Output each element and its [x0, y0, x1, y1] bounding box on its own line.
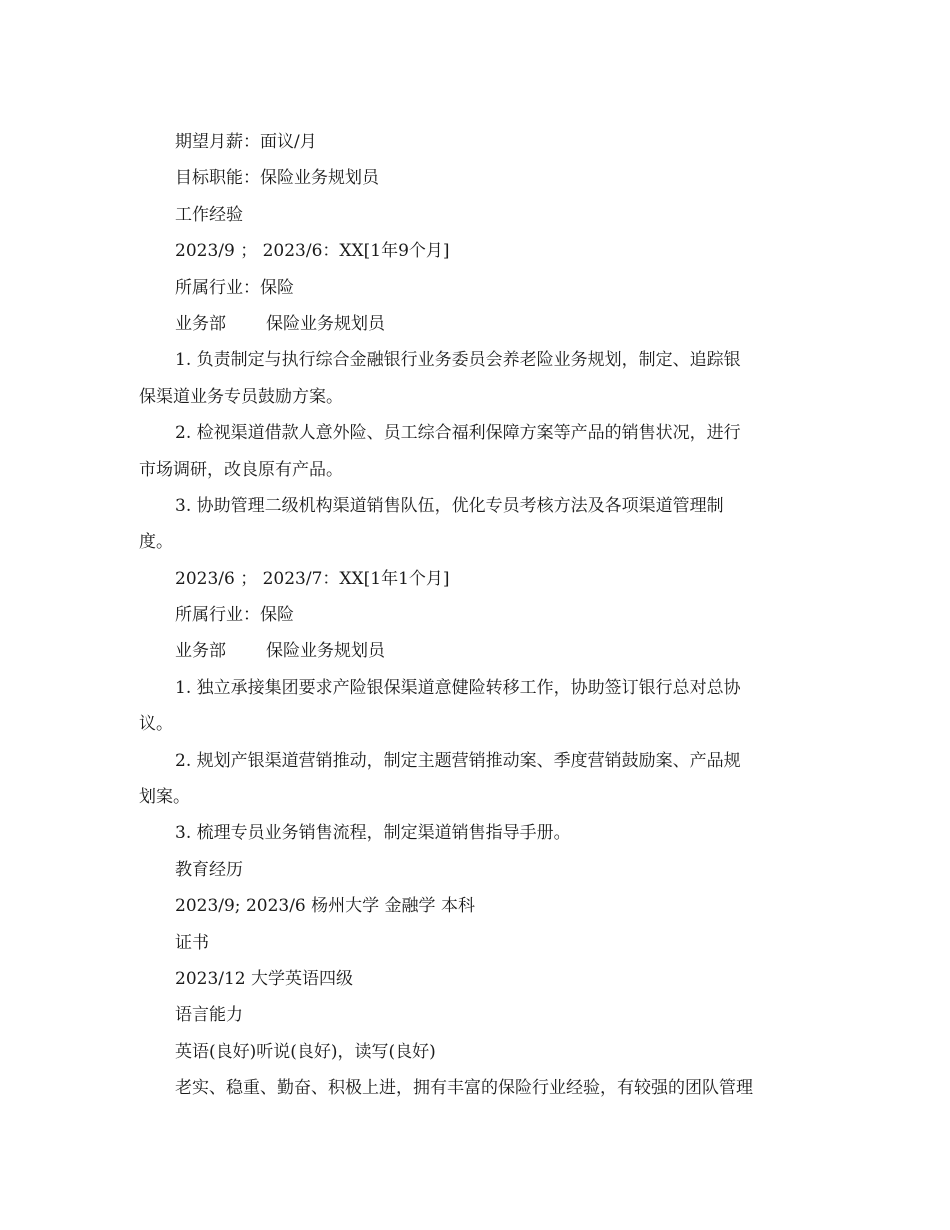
education-entry: 2023/9; 2023/6 杨州大学 金融学 本科 [175, 896, 475, 917]
job2-duty2-cont: 划案。 [139, 787, 190, 808]
job1-duty3-cont: 度。 [139, 532, 173, 553]
certificate-entry: 2023/12 大学英语四级 [175, 968, 354, 989]
language-heading: 语言能力 [175, 1005, 243, 1026]
work-experience-heading: 工作经验 [175, 204, 243, 225]
job2-duty3: 3. 梳理专员业务销售流程，制定渠道销售指导手册。 [175, 823, 571, 844]
job2-title: 保险业务规划员 [266, 641, 385, 662]
job1-department-line [139, 306, 819, 342]
job1-department: 业务部 [175, 313, 226, 334]
job1-duty1-cont: 保渠道业务专员鼓励方案。 [139, 386, 343, 407]
target-position: 目标职能：保险业务规划员 [175, 168, 379, 189]
job1-duty2-cont: 市场调研，改良原有产品。 [139, 459, 343, 480]
job1-duty3: 3. 协助管理二级机构渠道销售队伍，优化专员考核方法及各项渠道管理制 [175, 495, 724, 516]
job2-duty2: 2. 规划产银渠道营销推动，制定主题营销推动案、季度营销鼓励案、产品规 [175, 750, 741, 771]
language-entry: 英语(良好)听说(良好)，读写(良好) [175, 1041, 436, 1062]
job1-period: 2023/9 ； 2023/6：XX[1年9个月] [175, 241, 450, 262]
job1-industry: 所属行业：保险 [175, 277, 294, 298]
job1-duty2: 2. 检视渠道借款人意外险、员工综合福利保障方案等产品的销售状况，进行 [175, 423, 741, 444]
job2-period: 2023/6 ； 2023/7：XX[1年1个月] [175, 568, 450, 589]
expected-salary: 期望月薪：面议/月 [175, 132, 317, 152]
job2-duty1: 1. 独立承接集团要求产险银保渠道意健险转移工作，协助签订银行总对总协 [175, 677, 741, 698]
job2-duty1-cont: 议。 [139, 714, 173, 735]
education-heading: 教育经历 [175, 859, 243, 880]
job1-duty1: 1. 负责制定与执行综合金融银行业务委员会养老险业务规划，制定、追踪银 [175, 350, 741, 371]
job2-department: 业务部 [175, 641, 226, 662]
job2-industry: 所属行业：保险 [175, 605, 294, 626]
job2-department-line [139, 633, 819, 669]
self-evaluation: 老实、稳重、勤奋、积极上进，拥有丰富的保险行业经验，有较强的团队管理 [175, 1078, 753, 1099]
certificates-heading: 证书 [175, 932, 209, 953]
job1-title: 保险业务规划员 [266, 313, 385, 334]
document-body [139, 124, 819, 1107]
